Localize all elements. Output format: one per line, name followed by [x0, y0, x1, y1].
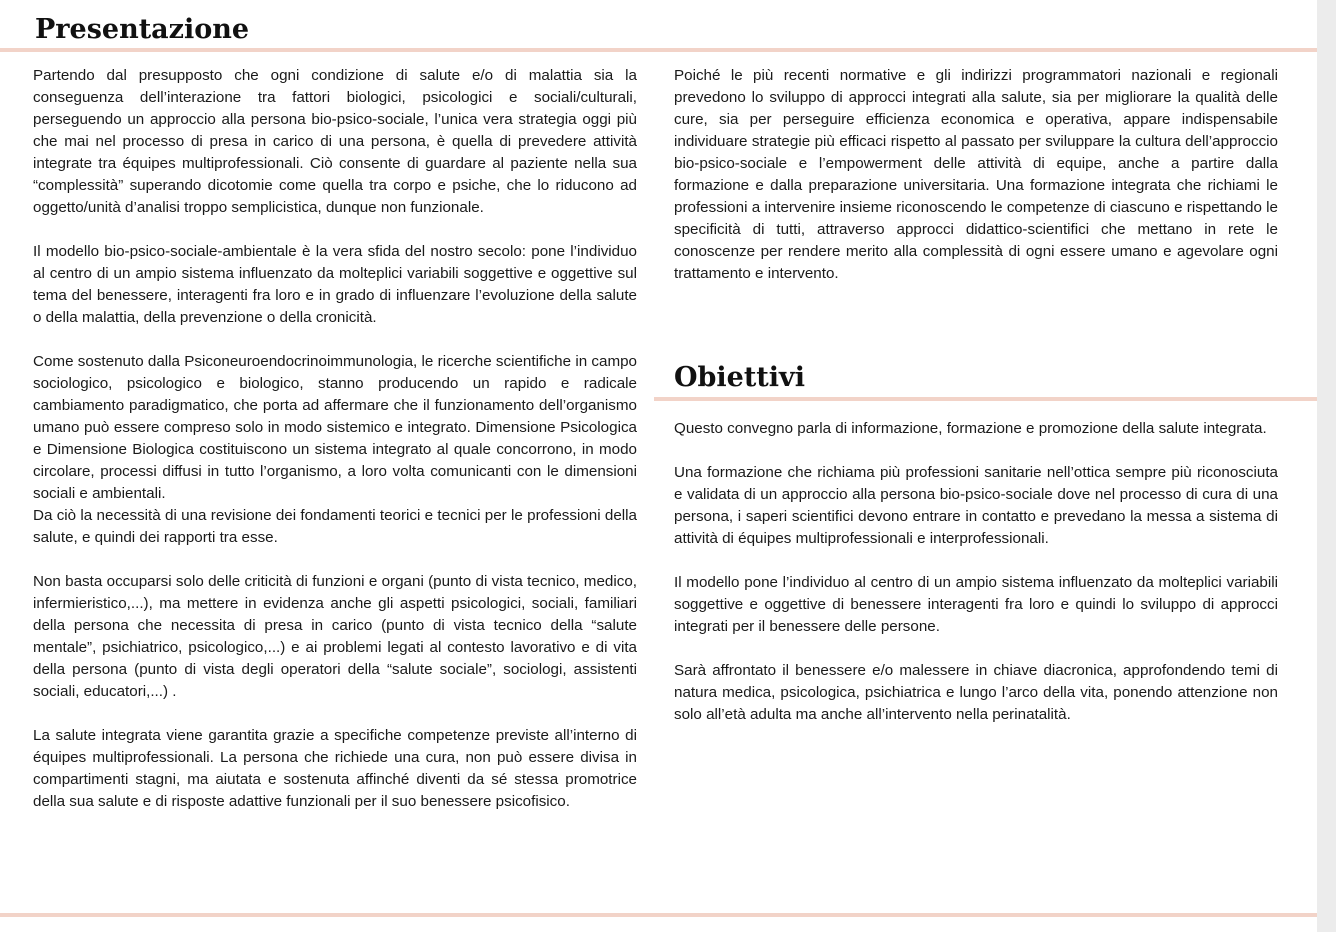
obiettivi-paragraph-3: Il modello pone l’individuo al centro di un ampio sistema influenzato da molteplici variabili soggettive e oggettive di benessere interagenti fra loro e quindi lo sviluppo di approcci integrati per il benessere delle persone.	[674, 574, 1278, 635]
left-column	[33, 65, 637, 835]
presentazione-paragraph-4: Da ciò la necessità di una revisione dei fondamenti teorici e tecnici per le professioni della salute, e quindi dei rapporti tra esse.	[33, 507, 637, 546]
right-column-top	[674, 65, 1278, 307]
footer-rule	[0, 913, 1317, 917]
presentazione-paragraph-2: Il modello bio-psico-sociale-ambientale è la vera sfida del nostro secolo: pone l’individuo al centro di un ampio sistema influenzato da molteplici variabili soggettive e oggettive sul tema del benessere, interagenti fra loro e in grado di influenzare l’evoluzione della salute o della malattia, della prevenzione o della cronicità.	[33, 243, 637, 326]
presentazione-paragraph-5: Non basta occuparsi solo delle criticità di funzioni e organi (punto di vista tecnico, medico, infermieristico,...), ma mettere in evidenza anche gli aspetti psicologici, sociali, familiari della persona che necessita di presa in carico (punto di vista tecnico della “salute mentale”, psichiatrico, psicologico,...) e ai problemi legati al contesto lavorativo e di vita della persona (punto di vista degli operatori della “salute sociale”, sociologi, assistenti sociali, educatori,...) .	[33, 573, 637, 700]
presentazione-paragraph-1: Partendo dal presupposto che ogni condizione di salute e/o di malattia sia la conseguenza dell’interazione tra fattori biologici, psicologici e sociali/culturali, perseguendo un approccio alla persona bio-psico-sociale, l’unica vera strategia oggi più che mai nel processo di presa in carico di una persona, è quella di prevedere attività integrate tra équipes multiprofessionali. Ciò consente di guardare al paziente nella sua “complessità” superando dicotomie come quella tra corpo e psiche, che lo riducono ad oggetto/unità d’analisi troppo semplicistica, dunque non funzionale.	[33, 67, 637, 216]
presentazione-paragraph-6: La salute integrata viene garantita grazie a specifiche competenze previste all’interno di équipes multiprofessionali. La persona che richiede una cura, non può essere divisa in compartimenti stagni, ma aiutata e sostenuta affinché diventi da sé stessa promotrice della sua salute e di risposte adattive funzionali per il suo benessere psicofisico.	[33, 727, 637, 810]
scrollbar[interactable]	[1317, 0, 1336, 932]
obiettivi-rule	[654, 397, 1317, 401]
obiettivi-paragraph-1: Questo convegno parla di informazione, formazione e promozione della salute integrata.	[674, 420, 1267, 437]
presentazione-rule	[0, 48, 1317, 52]
obiettivi-paragraph-4: Sarà affrontato il benessere e/o malessere in chiave diacronica, approfondendo temi di natura medica, psicologica, psichiatrica e lungo l’arco della vita, ponendo attenzione non solo all’età adulta ma anche all’intervento nella perinatalità.	[674, 662, 1278, 723]
presentazione-continuation: Poiché le più recenti normative e gli indirizzi programmatori nazionali e regionali prevedono lo sviluppo di approcci integrati alla salute, sia per migliorare la qualità delle cure, sia per perseguire efficienza economica e operativa, appare indispensabile individuare strategie più efficaci rispetto al passato per sviluppare la cultura dell’approccio bio-psico-sociale e l’empowerment delle attività di equipe, anche a partire dalla formazione e dalla preparazione universitaria. Una formazione integrata che richiami le professioni a intervenire insieme riconoscendo le competenze di ciascuno e rispettando le specificità di tutti, attraverso approcci didattico-scientifici che mettano in rete le conoscenze per rendere merito alla complessità di ogni essere umano e agevolare ogni trattamento e intervento.	[674, 67, 1278, 282]
presentazione-heading: Presentazione	[35, 14, 250, 45]
obiettivi-column	[674, 418, 1278, 748]
presentazione-paragraph-3: Come sostenuto dalla Psiconeuroendocrinoimmunologia, le ricerche scientifiche in campo sociologico, psicologico e biologico, stanno producendo un rapido e radicale cambiamento paradigmatico, che porta ad affermare che il funzionamento dell’organismo umano può essere compreso solo in modo sistemico e integrato. Dimensione Psicologica e Dimensione Biologica costituiscono un sistema integrato al quale concorrono, in modo circolare, processi diffusi in tutto l’organismo, a loro volta comunicanti con le dimensioni sociali e ambientali.	[33, 353, 637, 502]
obiettivi-heading: Obiettivi	[674, 362, 805, 393]
obiettivi-paragraph-2: Una formazione che richiama più professioni sanitarie nell’ottica sempre più riconosciuta e validata di un approccio alla persona bio-psico-sociale dove nel processo di cura di una persona, i saperi scientifici devono entrare in contatto e prevedano la messa a sistema di attività di équipes multiprofessionali e interprofessionali.	[674, 464, 1278, 547]
